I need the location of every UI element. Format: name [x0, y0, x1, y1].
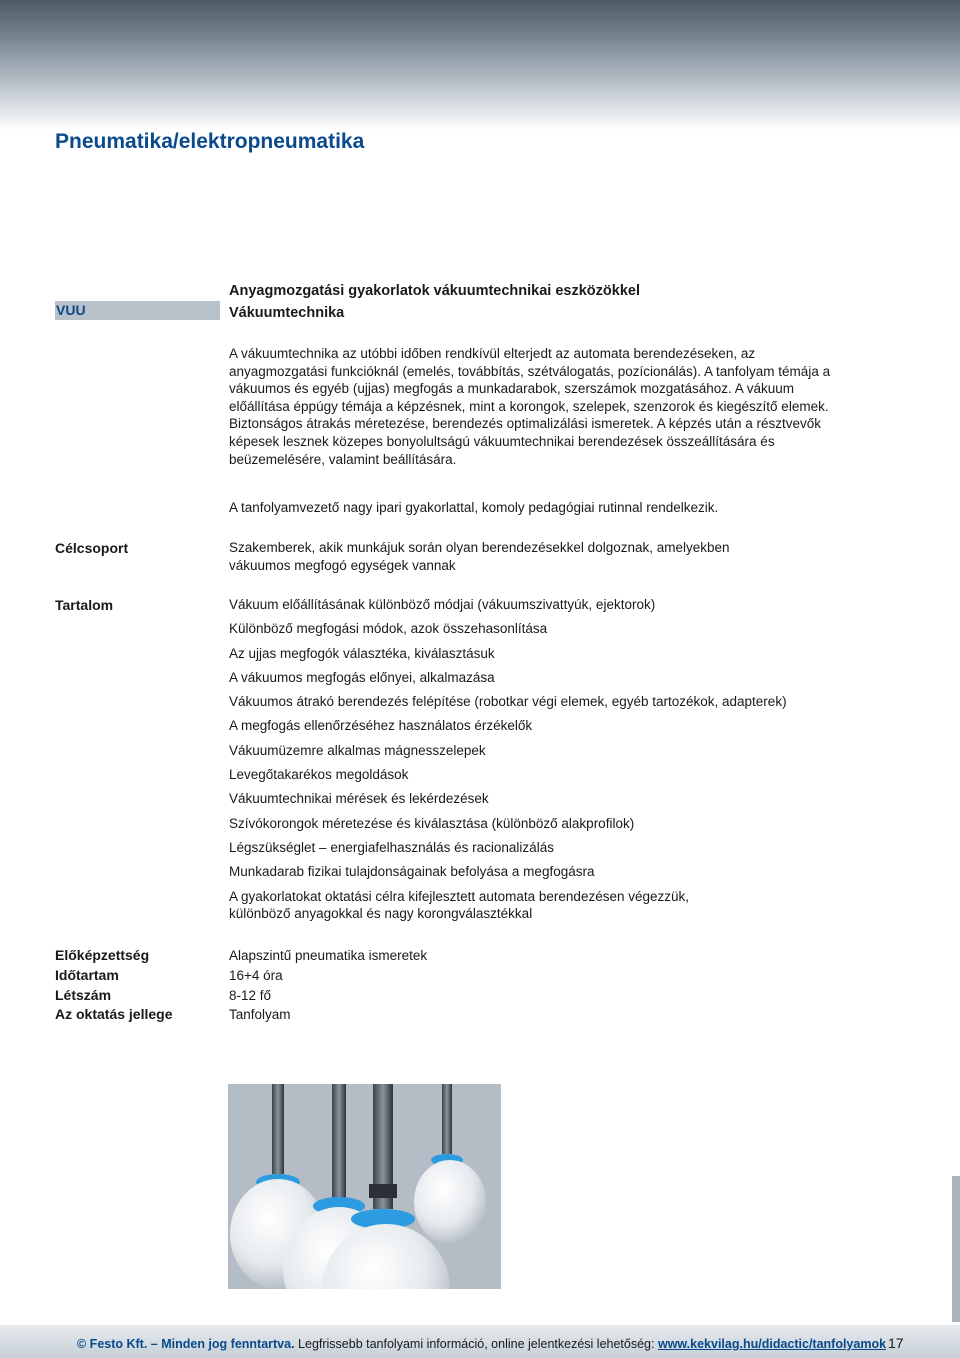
list-item: Különböző megfogási módok, azok összehasonlítása	[229, 621, 548, 637]
target-group-value: Szakemberek, akik munkájuk során olyan berendezésekkel dolgoznak, amelyekben vákuumos megfogó egységek vannak	[229, 540, 730, 573]
copyright-notice: © Festo Kft. – Minden jog fenntartva.	[77, 1337, 295, 1351]
list-item: Az ujjas megfogók választéka, kiválasztásuk	[229, 645, 495, 661]
list-item: Munkadarab fizikai tulajdonságainak befolyása a megfogásra	[229, 864, 595, 880]
description-paragraph: A vákuumtechnika az utóbbi időben rendkívül elterjedt az automata berendezéseken, az anyagmozgatási funkcióknál (emelés, továbbítás, szétválogatás, pozícionálás). A tanfolyam témája a vákuumos és egyéb (ujjas) megfogás a munkadarabok, szerszámok mozgatásához. A vákuum előállítása éppúgy témája a képzésnek, mint a korongok, szelepek, szenzorok és kiegészítő elemek. Biztonságos átrakás méretezése, berendezés optimalizálási ismeretek. A képzés után a résztvevők képesek lesznek közepes bonyolultságú vákuumtechnikai berendezések összeállítására és beüzemelésére, valamint beállítására.	[229, 346, 831, 467]
course-type-label: Az oktatás jellege	[55, 1006, 173, 1023]
list-item: A megfogás ellenőrzéséhez használatos érzékelők	[229, 718, 533, 734]
page-number: 17	[888, 1335, 904, 1351]
course-description	[229, 345, 849, 468]
courses-link[interactable]: www.kekvilag.hu/didactic/tanfolyamok	[657, 1337, 887, 1351]
side-accent-bar	[952, 1176, 960, 1322]
prerequisite-value: Alapszintű pneumatika ismeretek	[229, 948, 428, 963]
list-item: A gyakorlatokat oktatási célra kifejlesztett automata berendezésen végezzük, különböző anyagokkal és nagy korongválasztékkal	[229, 888, 690, 922]
duration-value: 16+4 óra	[229, 967, 283, 983]
gripper-shaft	[442, 1084, 452, 1154]
workpiece-ball	[414, 1160, 486, 1244]
course-title-line1: Anyagmozgatási gyakorlatok vákuumtechnikai eszközökkel	[229, 283, 640, 299]
footer-text	[77, 1337, 886, 1351]
headcount-label: Létszám	[55, 986, 112, 1003]
list-item: Vákuumüzemre alkalmas mágnesszelepek	[229, 742, 486, 758]
course-title-line2: Vákuumtechnika	[229, 305, 345, 321]
gripper-nut	[369, 1184, 397, 1198]
vacuum-gripper-photo	[228, 1084, 501, 1289]
course-type-value: Tanfolyam	[229, 1007, 291, 1023]
gripper-shaft	[272, 1084, 284, 1174]
list-item: A vákuumos megfogás előnyei, alkalmazása	[229, 669, 495, 685]
header-gradient-band	[0, 0, 960, 130]
list-item: Légszükséglet – energiafelhasználás és racionalizálás	[229, 839, 554, 855]
course-code-badge: VUU	[55, 301, 220, 320]
suction-cups-illustration	[228, 1084, 501, 1289]
list-item: Szívókorongok méretezése és kiválasztása (különböző alakprofilok)	[229, 815, 635, 831]
gripper-shaft	[332, 1084, 346, 1199]
target-group-label: Célcsoport	[55, 540, 129, 556]
headcount-value: 8-12 fő	[229, 987, 272, 1003]
list-item: Vákuum előállításának különböző módjai (vákuumszivattyúk, ejektorok)	[229, 597, 656, 612]
course-title	[229, 280, 640, 324]
facts-values	[229, 946, 427, 1025]
page-title: Pneumatika/elektropneumatika	[55, 130, 365, 153]
prerequisite-label: Előképzettség	[55, 947, 150, 963]
footer-info: Legfrissebb tanfolyami információ, online jelentkezési lehetőség:	[294, 1337, 658, 1351]
duration-label: Időtartam	[55, 966, 119, 983]
facts-labels	[55, 946, 173, 1025]
list-item: Vákuumos átrakó berendezés felépítése (robotkar végi elemek, egyéb tartozékok, adapterek)	[229, 694, 787, 710]
content-label: Tartalom	[55, 597, 114, 613]
list-item: Vákuumtechnikai mérések és lekérdezések	[229, 791, 489, 807]
list-item: Levegőtakarékos megoldások	[229, 767, 409, 783]
content-list	[229, 596, 869, 923]
trainer-note: A tanfolyamvezető nagy ipari gyakorlattal, komoly pedagógiai rutinnal rendelkezik.	[229, 500, 719, 515]
